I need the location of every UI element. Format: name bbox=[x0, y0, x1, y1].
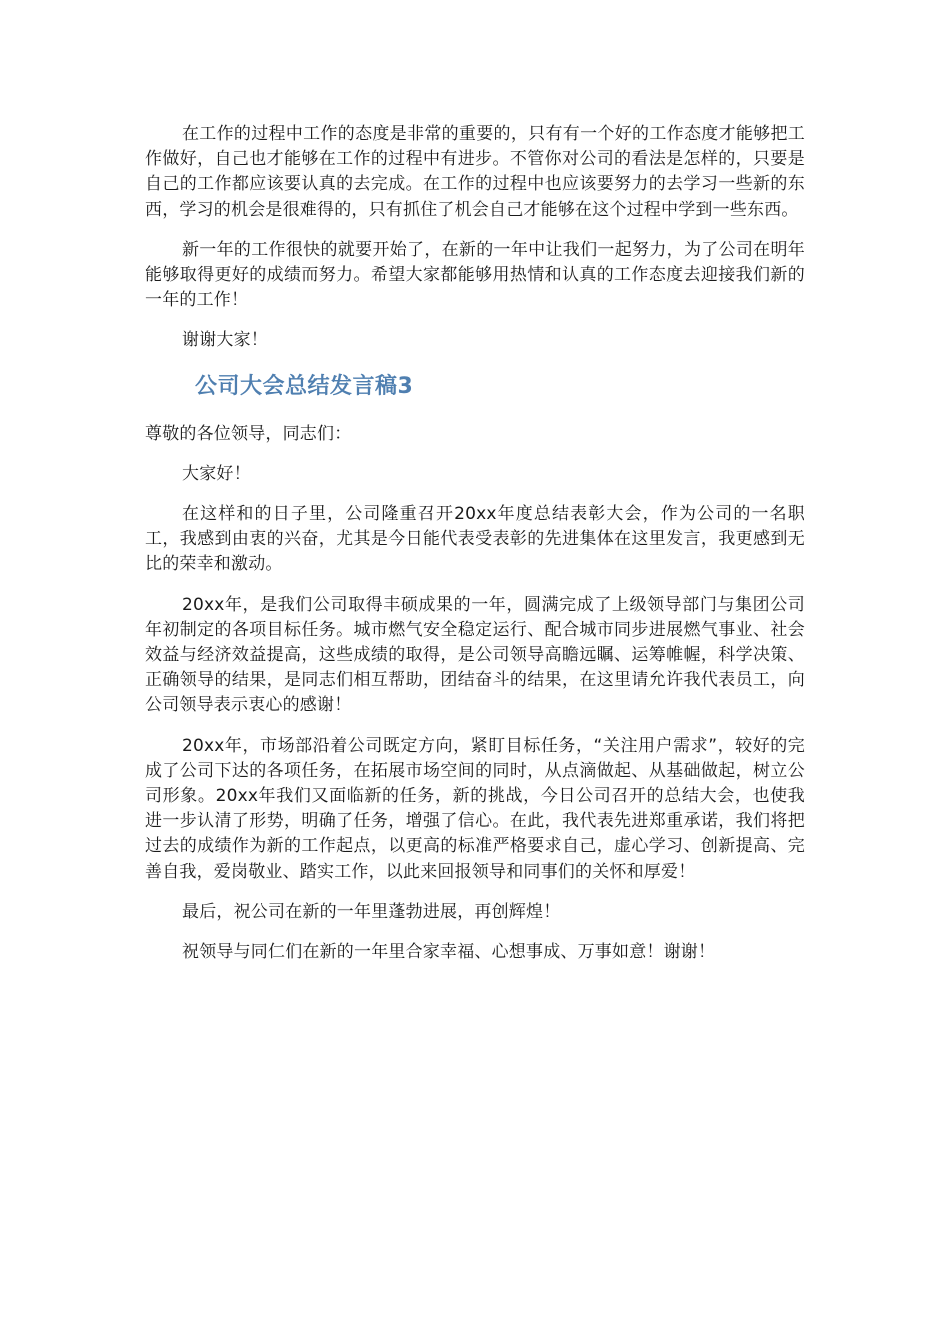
paragraph-closing: 祝领导与同仁们在新的一年里合家幸福、心想事成、万事如意！谢谢！ bbox=[182, 942, 716, 963]
paragraph-conference: 在这样和的日子里，公司隆重召开20xx年度总结表彰大会，作为公司的一名职工，我感到由衷的兴奋，尤其是今日能代表受表彰的先进集体在这里发言，我更感到无比的荣幸和激动。 bbox=[145, 504, 805, 575]
paragraph-achievements: 20xx年，是我们公司取得丰硕成果的一年，圆满完成了上级领导部门与集团公司年初制定的各项目标任务。城市燃气安全稳定运行、配合城市同步进展燃气事业、社会效益与经济效益提高，这些成绩的取得，是公司领导高瞻远瞩、运筹帷幄，科学决策、正确领导的结果，是同志们相互帮助，团结奋斗的结果，在这里请允许我代表员工，向公司领导表示衷心的感谢！ bbox=[145, 594, 805, 716]
paragraph-greeting: 大家好！ bbox=[182, 463, 251, 484]
paragraph-new-year-work: 新一年的工作很快的就要开始了，在新的一年中让我们一起努力，为了公司在明年能够取得更好的成绩而努力。希望大家都能够用热情和认真的工作态度去迎接我们新的一年的工作！ bbox=[145, 239, 805, 311]
paragraph-market-dept: 20xx年，市场部沿着公司既定方向，紧盯目标任务，“关注用户需求”，较好的完成了公司下达的各项任务，在拓展市场空间的同时，从点滴做起、从基础做起，树立公司形象。20xx年我们又面临新的任务，新的挑战，今日公司召开的总结大会，也使我进一步认清了形势，明确了任务，增强了信心。在此，我代表先进郑重承诺，我们将把过去的成绩作为新的工作起点，以更高的标准严格要求自己，虚心学习、创新提高、完善自我，爱岗敬业、踏实工作，以此来回报领导和同事们的关怀和厚爱！ bbox=[145, 735, 805, 882]
salutation: 尊敬的各位领导，同志们： bbox=[145, 423, 352, 444]
paragraph-wish-company: 最后，祝公司在新的一年里蓬勃进展，再创辉煌！ bbox=[182, 901, 561, 922]
paragraph-thanks: 谢谢大家！ bbox=[182, 330, 268, 351]
document-page bbox=[145, 122, 805, 965]
section-title: 公司大会总结发言稿3 bbox=[195, 373, 414, 399]
paragraph-work-attitude: 在工作的过程中工作的态度是非常的重要的，只有有一个好的工作态度才能够把工作做好，自己也才能够在工作的过程中有进步。不管你对公司的看法是怎样的，只要是自己的工作都应该要认真的去完成。在工作的过程中也应该要努力的去学习一些新的东西，学习的机会是很难得的，只有抓住了机会自己才能够在这个过程中学到一些东西。 bbox=[145, 124, 805, 220]
